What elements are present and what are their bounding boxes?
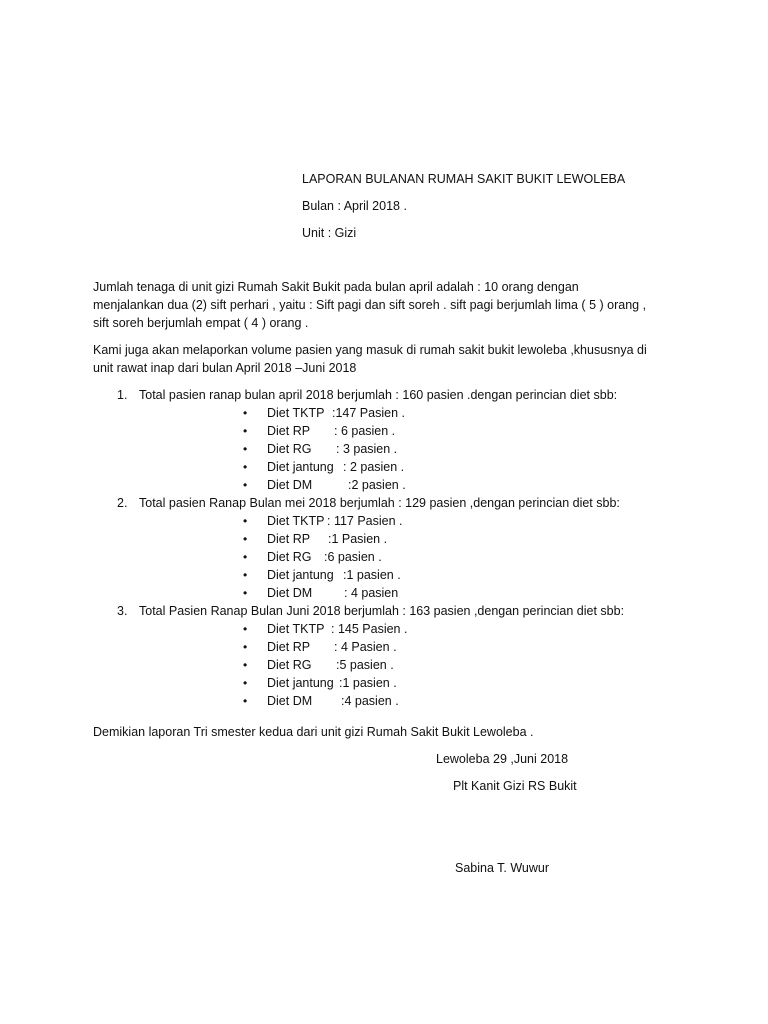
s3-item-5-value: :4 pasien . (341, 694, 399, 708)
bullet-icon: • (243, 406, 248, 420)
closing-statement: Demikian laporan Tri smester kedua dari unit gizi Rumah Sakit Bukit Lewoleba . (93, 725, 534, 739)
s1-item-5-label: Diet DM (267, 478, 313, 492)
signature-name: Sabina T. Wuwur (455, 861, 550, 875)
intro-line-1: Jumlah tenaga di unit gizi Rumah Sakit Bukit pada bulan april adalah : 10 orang dengan (93, 280, 579, 294)
bullet-icon: • (243, 568, 248, 582)
s1-item-4-value: : 2 pasien . (343, 460, 405, 474)
bullet-icon: • (243, 478, 248, 492)
bullet-icon: • (243, 460, 248, 474)
s2-item-2-value: :1 Pasien . (328, 532, 388, 546)
signature-place-date: Lewoleba 29 ,Juni 2018 (436, 752, 569, 766)
section-1-heading: Total pasien ranap bulan april 2018 berjumlah : 160 pasien .dengan perincian diet sbb: (139, 388, 618, 402)
s1-item-4-label: Diet jantung (267, 460, 334, 474)
s1-item-2-value: : 6 pasien . (334, 424, 396, 438)
s3-item-4-label: Diet jantung (267, 676, 334, 690)
bullet-icon: • (243, 442, 248, 456)
s3-item-1-value: : 145 Pasien . (331, 622, 408, 636)
section-2-heading: Total pasien Ranap Bulan mei 2018 berjumlah : 129 pasien ,dengan perincian diet sbb: (139, 496, 620, 510)
s2-item-5-label: Diet DM (267, 586, 313, 600)
bullet-icon: • (243, 514, 248, 528)
section-3-heading: Total Pasien Ranap Bulan Juni 2018 berjumlah : 163 pasien ,dengan perincian diet sbb: (139, 604, 625, 618)
s1-item-5-value: :2 pasien . (348, 478, 406, 492)
section-3-number: 3. (117, 604, 128, 618)
bullet-icon: • (243, 424, 248, 438)
para2-line-1: Kami juga akan melaporkan volume pasien yang masuk di rumah sakit bukit lewoleba ,khususnya di (93, 343, 647, 357)
s2-item-4-label: Diet jantung (267, 568, 334, 582)
s2-item-3-label: Diet RG (267, 550, 312, 564)
s3-item-3-value: :5 pasien . (336, 658, 394, 672)
s2-item-1-value: : 117 Pasien . (327, 514, 403, 528)
s3-item-5-label: Diet DM (267, 694, 313, 708)
signature-position: Plt Kanit Gizi RS Bukit (453, 779, 577, 793)
intro-line-3: sift soreh berjumlah empat ( 4 ) orang . (93, 316, 309, 330)
s1-item-1-value: :147 Pasien . (332, 406, 405, 420)
s2-item-2-label: Diet RP (267, 532, 311, 546)
bullet-icon: • (243, 676, 248, 690)
s3-item-2-value: : 4 Pasien . (334, 640, 397, 654)
bullet-icon: • (243, 550, 248, 564)
report-month: Bulan : April 2018 . (302, 199, 407, 213)
s3-item-1-label: Diet TKTP (267, 622, 325, 636)
s2-item-5-value: : 4 pasien (344, 586, 399, 600)
bullet-icon: • (243, 532, 248, 546)
s1-item-2-label: Diet RP (267, 424, 311, 438)
report-title: LAPORAN BULANAN RUMAH SAKIT BUKIT LEWOLEBA (302, 172, 626, 186)
s2-item-1-label: Diet TKTP (267, 514, 325, 528)
section-2-number: 2. (117, 496, 128, 510)
section-1-number: 1. (117, 388, 128, 402)
bullet-icon: • (243, 658, 248, 672)
s1-item-1-label: Diet TKTP (267, 406, 325, 420)
bullet-icon: • (243, 694, 248, 708)
s2-item-4-value: :1 pasien . (343, 568, 401, 582)
bullet-icon: • (243, 622, 248, 636)
bullet-icon: • (243, 586, 248, 600)
s3-item-4-value: :1 pasien . (339, 676, 397, 690)
intro-line-2: menjalankan dua (2) sift perhari , yaitu : Sift pagi dan sift soreh . sift pagi berjumlah lima ( 5 ) orang , (93, 298, 647, 312)
s2-item-3-value: :6 pasien . (324, 550, 382, 564)
s1-item-3-label: Diet RG (267, 442, 312, 456)
para2-line-2: unit rawat inap dari bulan April 2018 –Juni 2018 (93, 361, 357, 375)
report-unit: Unit : Gizi (302, 226, 357, 240)
s1-item-3-value: : 3 pasien . (336, 442, 398, 456)
s3-item-2-label: Diet RP (267, 640, 311, 654)
s3-item-3-label: Diet RG (267, 658, 312, 672)
bullet-icon: • (243, 640, 248, 654)
